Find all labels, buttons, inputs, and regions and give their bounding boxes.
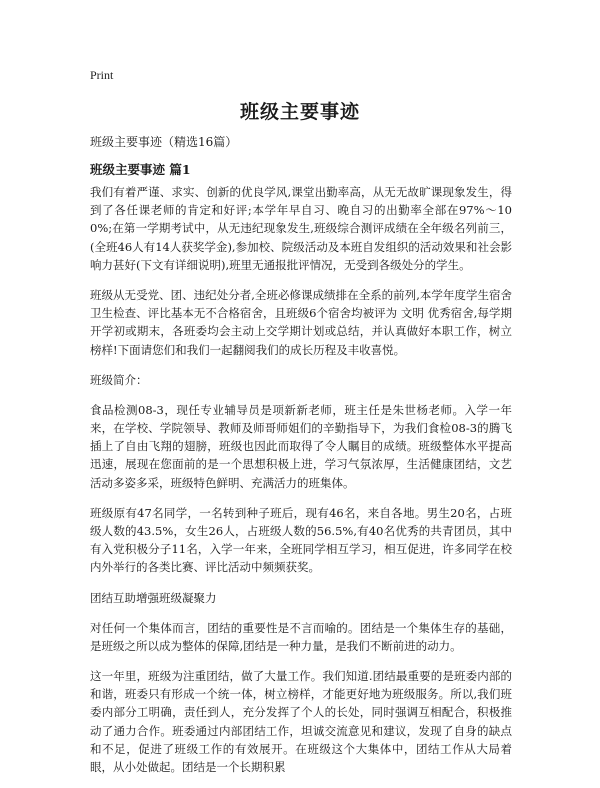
paragraph-class-overview: 食品检测08-3，现任专业辅导员是项新新老师，班主任是朱世杨老师。入学一年来，在学校、学院领导、教师及师哥师姐们的辛勤指导下，为我们食检08-3的腾飞插上了自由飞翔的翅膀，班级也因此而取得了令人瞩目的成绩。班级整体水平提高迅速，展现在您面前的是一个思想积极上进，学习气氛浓厚，生活健康团结，文艺活动多姿多采，班级特色鲜明、充满活力的班集体。 (90, 402, 512, 490)
section-heading: 班级主要事迹 篇1 (90, 162, 191, 177)
unity-heading: 团结互助增强班级凝聚力 (90, 590, 217, 605)
print-link[interactable]: Print (90, 68, 114, 82)
document-title: 班级主要事迹 (239, 101, 360, 123)
class-intro-label: 班级简介： (90, 372, 148, 387)
paragraph-intro: 我们有着严谨、求实、创新的优良学风,课堂出勤率高，从无无故旷课现象发生，得到了各任课老师的肯定和好评;本学年早自习、晚自习的出勤率全部在97%～100%;在第一学期考试中，从无违纪现象发生,班级综合测评成绩在全年级名列前三，(全班46人有14人获奖学金),参加校、院级活动及本班自发组织的活动效果和社会影响力甚好(下文有详细说明),班里无通报批评情况，无受到各级处分的学生。 (90, 185, 512, 272)
paragraph-class-members: 班级原有47名同学，一名转到种子班后，现有46名，来自各地。男生20名，占班级人数的43.5%，女生26人，占班级人数的56.5%,有40名优秀的共青团员，其中有入党积极分子11名，入学一年来，全班同学相互学习，相互促进，许多同学在校内外举行的各类比赛、评比活动中频频获奖。 (90, 505, 512, 575)
paragraph-unity-work: 这一年里，班级为注重团结，做了大量工作。我们知道.团结最重要的是班委内部的和谐，班委只有形成一个统一体，树立榜样，才能更好地为班级服务。所以,我们班委内部分工明确，责任到人，充分发挥了个人的长处，同时强调互相配合，积极推动了通力合作。班委通过内部团结工作，坦诚交流意见和建议，发现了自身的缺点和不足，促进了班级工作的有效展开。在班级这个大集体中，团结工作从大局着眼，从小处做起。团结是一个长期积累 (90, 669, 512, 775)
paragraph-unity-importance: 对任何一个集体而言，团结的重要性是不言而喻的。团结是一个集体生存的基础，是班级之所以成为整体的保障,团结是一种力量，是我们不断前进的动力。 (90, 620, 512, 653)
paragraph-achievements: 班级从无受党、团、违纪处分者,全班必修课成绩排在全系的前列,本学年度学生宿舍卫生检查、评比基本无不合格宿舍，且班级6个宿舍均被评为 文明 优秀宿舍,每学期开学初或期末，各班委均会主动上交学期计划或总结，并认真做好本职工作，树立榜样!下面请您们和我们一起翻阅我们的成长历程及丰收喜悦。 (90, 288, 512, 357)
document-body (90, 183, 512, 788)
document-subtitle: 班级主要事迹（精选16篇） (90, 135, 238, 149)
